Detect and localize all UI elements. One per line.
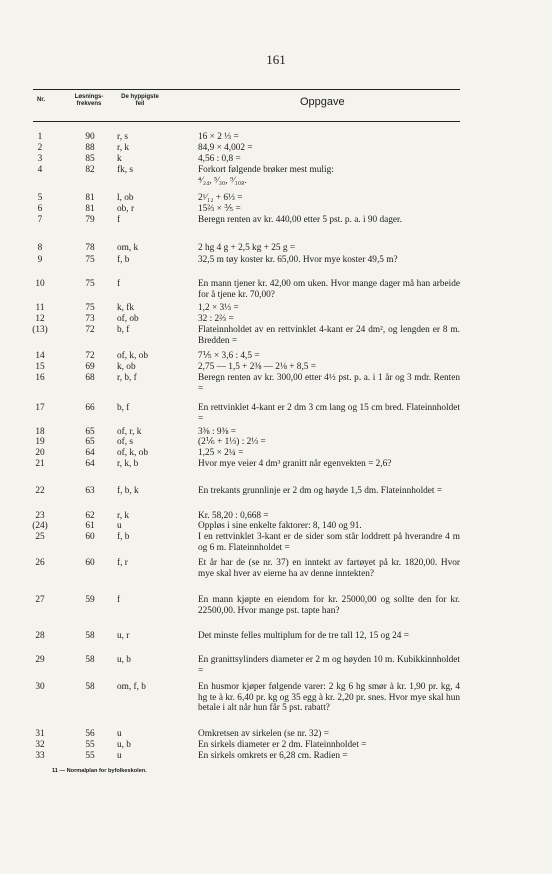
row-task: En trekants grunnlinje er 2 dm og høyde 1,5 dm. Flateinnholdet =	[198, 486, 443, 496]
row-task: I en rettvinklet 3-kant er de sider som står loddrett på hverandre 4 m og 6 m. Flateinnholdet =	[198, 532, 460, 553]
row-errors: k	[117, 154, 122, 164]
row-task: 3⅜ : 9⅜ =	[198, 427, 237, 437]
row-frequency: 58	[85, 655, 95, 665]
page-number: 161	[266, 52, 286, 67]
row-errors: of, k, ob	[117, 351, 148, 361]
row-number: (24)	[32, 521, 48, 531]
row-task: Beregn renten av kr. 440,00 etter 5 pst. p. a. i 90 dager.	[198, 215, 402, 225]
row-number: 17	[35, 403, 45, 413]
row-frequency: 72	[85, 351, 95, 361]
row-errors: f, b	[117, 532, 130, 542]
row-number: 2	[37, 143, 43, 153]
row-errors: om, k	[117, 243, 139, 253]
row-errors: r, s	[117, 132, 128, 142]
row-number: 3	[37, 154, 43, 164]
header-nr: Nr.	[36, 97, 45, 103]
row-frequency: 55	[85, 740, 95, 750]
row-task: 2 hg 4 g + 2,5 kg + 25 g =	[198, 243, 296, 253]
row-number: 12	[35, 314, 45, 324]
row-frequency: 61	[85, 521, 95, 531]
row-task: En mann tjener kr. 42,00 om uken. Hvor mange dager må han arbeide for å tjene kr. 70,00?	[198, 279, 460, 300]
row-number: 32	[35, 740, 45, 750]
row-errors: of, ob	[117, 314, 139, 324]
row-number: 22	[35, 486, 45, 496]
row-task: 2,75 — 1,5 + 2⅜ — 2⅛ + 8,5 =	[198, 362, 316, 372]
row-task: En sirkels omkrets er 6,28 cm. Radien =	[198, 751, 348, 761]
row-frequency: 66	[85, 403, 95, 413]
row-number: 18	[35, 427, 45, 437]
row-task: Kr. 58,20 : 0,668 =	[198, 511, 269, 521]
row-task: 84,9 × 4,002 =	[198, 143, 253, 153]
row-frequency: 60	[85, 558, 95, 568]
row-frequency: 64	[85, 448, 95, 458]
row-errors: r, k, b	[117, 459, 139, 469]
row-frequency: 65	[85, 437, 95, 447]
row-number: 21	[35, 459, 45, 469]
row-errors: f	[117, 595, 121, 605]
row-frequency: 59	[85, 595, 95, 605]
row-number: 29	[35, 655, 45, 665]
row-errors: of, k, ob	[117, 448, 148, 458]
row-number: 33	[35, 751, 45, 761]
row-errors: of, r, k	[117, 427, 142, 437]
header-task: Oppgave	[300, 96, 345, 108]
row-number: 7	[37, 215, 43, 225]
row-errors: r, k	[117, 511, 130, 521]
row-errors: b, f	[117, 325, 130, 335]
row-frequency: 62	[85, 511, 95, 521]
row-task: Hvor mye veier 4 dm³ granitt når egenvekten = 2,6?	[198, 459, 392, 469]
row-task: Beregn renten av kr. 300,00 etter 4½ pst. p. a. i 1 år og 3 mdr. Renten =	[198, 373, 460, 394]
row-errors: k, ob	[117, 362, 136, 372]
row-frequency: 81	[85, 193, 95, 203]
row-frequency: 82	[85, 165, 95, 175]
row-frequency: 75	[85, 255, 95, 265]
row-errors: u, b	[117, 655, 131, 665]
row-task: En husmor kjøper følgende varer: 2 kg 6 hg smør à kr. 1,90 pr. kg, 4 hg te à kr. 6,40 pr. kg og 35 egg à kr. 2,20 pr. snes. Hvor mye skal hun betale i alt når hun får 5 pst. rabatt?	[198, 682, 460, 714]
row-frequency: 75	[85, 303, 95, 313]
row-errors: ob, r	[117, 204, 135, 214]
row-frequency: 79	[85, 215, 95, 225]
row-frequency: 72	[85, 325, 95, 335]
row-task: Det minste felles multiplum for de tre tall 12, 15 og 24 =	[198, 631, 410, 641]
row-task: En mann kjøpte en eiendom for kr. 25000,00 og sollte den for kr. 22500,00. Hvor mange pst. tapte han?	[198, 595, 460, 616]
row-number: 19	[35, 437, 45, 447]
row-task: 4,56 : 0,8 =	[198, 154, 241, 164]
row-frequency: 58	[85, 682, 95, 692]
row-errors: b, f	[117, 403, 130, 413]
header-bottom-rule	[33, 121, 460, 122]
row-errors: u, b	[117, 740, 131, 750]
row-task: Flateinnholdet av en rettvinklet 4-kant er 24 dm², og lengden er 8 m. Bredden =	[198, 325, 460, 346]
row-frequency: 56	[85, 729, 95, 739]
row-errors: f, b	[117, 255, 130, 265]
row-task: 15⅔ × ⅗ =	[198, 204, 241, 214]
row-errors: u	[117, 729, 122, 739]
row-number: 31	[35, 729, 45, 739]
row-number: (13)	[32, 325, 48, 335]
row-number: 28	[35, 631, 45, 641]
row-frequency: 58	[85, 631, 95, 641]
row-task: Oppløs i sine enkelte faktorer: 8, 140 og 91.	[198, 521, 362, 531]
row-number: 10	[35, 279, 45, 289]
row-frequency: 85	[85, 154, 95, 164]
row-task: Forkort følgende brøker mest mulig: ⁴⁄₂₄, ⁵⁄₃₀, ⁹⁄₁₀₈.	[198, 165, 334, 186]
row-errors: r, k	[117, 143, 130, 153]
row-errors: u	[117, 751, 122, 761]
row-number: 15	[35, 362, 45, 372]
row-number: 20	[35, 448, 45, 458]
row-number: 1	[37, 132, 43, 142]
row-errors: f, r	[117, 558, 128, 568]
row-frequency: 68	[85, 373, 95, 383]
row-number: 6	[37, 204, 43, 214]
row-number: 25	[35, 532, 45, 542]
row-task: En rettvinklet 4-kant er 2 dm 3 cm lang og 15 cm bred. Flateinnholdet =	[198, 403, 460, 424]
row-errors: om, f, b	[117, 682, 146, 692]
header-frequency: Løsnings- frekvens	[74, 94, 104, 107]
row-number: 30	[35, 682, 45, 692]
row-errors: k, fk	[117, 303, 135, 313]
row-errors: f	[117, 215, 121, 225]
row-task: 32 : 2⅔ =	[198, 314, 234, 324]
row-frequency: 64	[85, 459, 95, 469]
row-task: 1,2 × 3⅓ =	[198, 303, 239, 313]
row-frequency: 88	[85, 143, 95, 153]
row-number: 14	[35, 351, 45, 361]
header-errors: De hyppigste feil	[121, 94, 159, 107]
row-frequency: 65	[85, 427, 95, 437]
row-number: 26	[35, 558, 45, 568]
row-number: 9	[37, 255, 43, 265]
row-task: 7⅕ × 3,6 : 4,5 =	[198, 351, 260, 361]
row-frequency: 63	[85, 486, 95, 496]
row-number: 23	[35, 511, 45, 521]
row-number: 27	[35, 595, 45, 605]
row-task: Omkretsen av sirkelen (se nr. 32) =	[198, 729, 329, 739]
row-task: En granittsylinders diameter er 2 m og høyden 10 m. Kubikkinnholdet =	[198, 655, 460, 676]
row-errors: f, b, k	[117, 486, 139, 496]
row-errors: u, r	[117, 631, 130, 641]
row-errors: fk, s	[117, 165, 134, 175]
row-frequency: 55	[85, 751, 95, 761]
row-task: 1,25 × 2¼ =	[198, 448, 244, 458]
row-frequency: 75	[85, 279, 95, 289]
row-errors: u	[117, 521, 122, 531]
row-number: 4	[37, 165, 43, 175]
row-frequency: 73	[85, 314, 95, 324]
row-number: 16	[35, 373, 45, 383]
row-errors: of, s	[117, 437, 134, 447]
row-frequency: 60	[85, 532, 95, 542]
row-task: 32,5 m tøy koster kr. 65,00. Hvor mye koster 49,5 m?	[198, 255, 398, 265]
row-task: 16 × 2 ⅓ =	[198, 132, 239, 142]
row-errors: f	[117, 279, 121, 289]
row-frequency: 81	[85, 204, 95, 214]
row-task: En sirkels diameter er 2 dm. Flateinnholdet =	[198, 740, 367, 750]
row-task: 2¹⁄₁₂ + 6⅓ =	[198, 193, 243, 203]
footnote: 11 — Normalplan for byfolkeskolen.	[52, 768, 147, 774]
row-errors: l, ob	[117, 193, 134, 203]
header-top-rule	[33, 89, 460, 90]
row-frequency: 90	[85, 132, 95, 142]
row-number: 5	[37, 193, 43, 203]
row-number: 8	[37, 243, 43, 253]
row-task: (2⅙ + 1⅓) : 2⅓ =	[198, 437, 266, 447]
row-task: Et år har de (se nr. 37) en inntekt av fartøyet på kr. 1820,00. Hvor mye skal hver av eierne ha av denne inntekten?	[198, 558, 460, 579]
row-number: 11	[35, 303, 45, 313]
row-frequency: 78	[85, 243, 95, 253]
row-errors: r, b, f	[117, 373, 137, 383]
row-frequency: 69	[85, 362, 95, 372]
